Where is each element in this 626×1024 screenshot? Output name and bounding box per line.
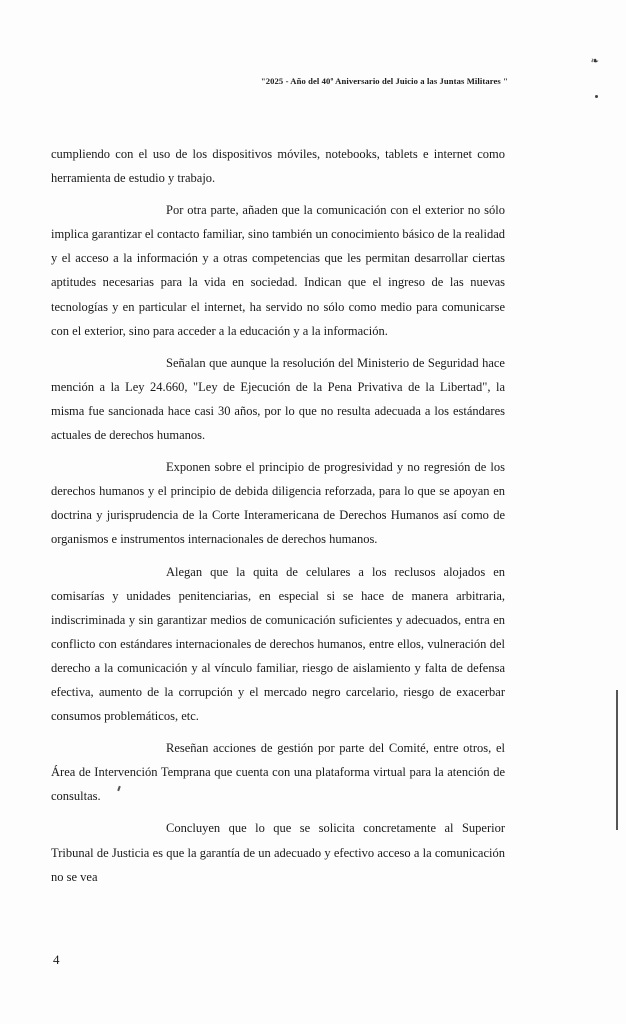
page-number: 4 — [53, 952, 60, 967]
ink-dot — [595, 95, 598, 98]
paragraph: Señalan que aunque la resolución del Ministerio de Seguridad hace mención a la Ley 24.660, "Ley de Ejecución de la Pena Privativa de la Libertad", la misma fue sancionada hace casi 30 años, por lo que no resulta adecuada a los estándares actuales de derechos humanos. — [51, 355, 505, 443]
paragraph: Alegan que la quita de celulares a los reclusos alojados en comisarías y unidades penitenciarias, en especial si se hace de manera arbitraria, indiscriminada y sin garantizar medios de comunicación suficientes y adecuados, entra en conflicto con estándares internacionales de derechos humanos, entre ellos, vulneración del derecho a la comunicación y al vínculo familiar, riesgo de aislamiento y falta de defensa efectiva, aumento de la corrupción y el mercado negro carcelario, riesgo de exacerbar consumos problemáticos, etc. — [51, 564, 505, 724]
page-header: "2025 - Año del 40º Aniversario del Juicio a las Juntas Militares " — [260, 76, 508, 86]
paragraph: Exponen sobre el principio de progresividad y no regresión de los derechos humanos y el principio de debida diligencia reforzada, para lo que se apoyan en doctrina y jurisprudencia de la Corte Interamericana de Derechos Humanos así como de organismos e instrumentos internacionales de derechos humanos. — [51, 460, 505, 547]
paragraph: Por otra parte, añaden que la comunicación con el exterior no sólo implica garantizar el contacto familiar, sino también un conocimiento básico de la realidad y el acceso a la información y a otras competencias que les permitan desarrollar ciertas aptitudes necesarias para la vida en sociedad. Indican que el ingreso de las nuevas tecnologías y en particular el internet, ha servido no sólo como medio para comunicarse con el exterior, sino para acceder a la educación y a la información. — [51, 203, 505, 338]
document-body — [51, 142, 505, 897]
pen-mark-icon: ❧ — [590, 56, 599, 67]
scan-edge-line — [616, 690, 618, 830]
paragraph: Concluyen que lo que se solicita concretamente al Superior Tribunal de Justicia es que la garantía de un adecuado y efectivo acceso a la comunicación no se vea — [51, 821, 505, 884]
paragraph: Reseñan acciones de gestión por parte del Comité, entre otros, el Área de Intervención Temprana que cuenta con una plataforma virtual para la atención de consultas. — [51, 741, 505, 804]
paragraph: cumpliendo con el uso de los dispositivos móviles, notebooks, tablets e internet como herramienta de estudio y trabajo. — [51, 147, 505, 186]
